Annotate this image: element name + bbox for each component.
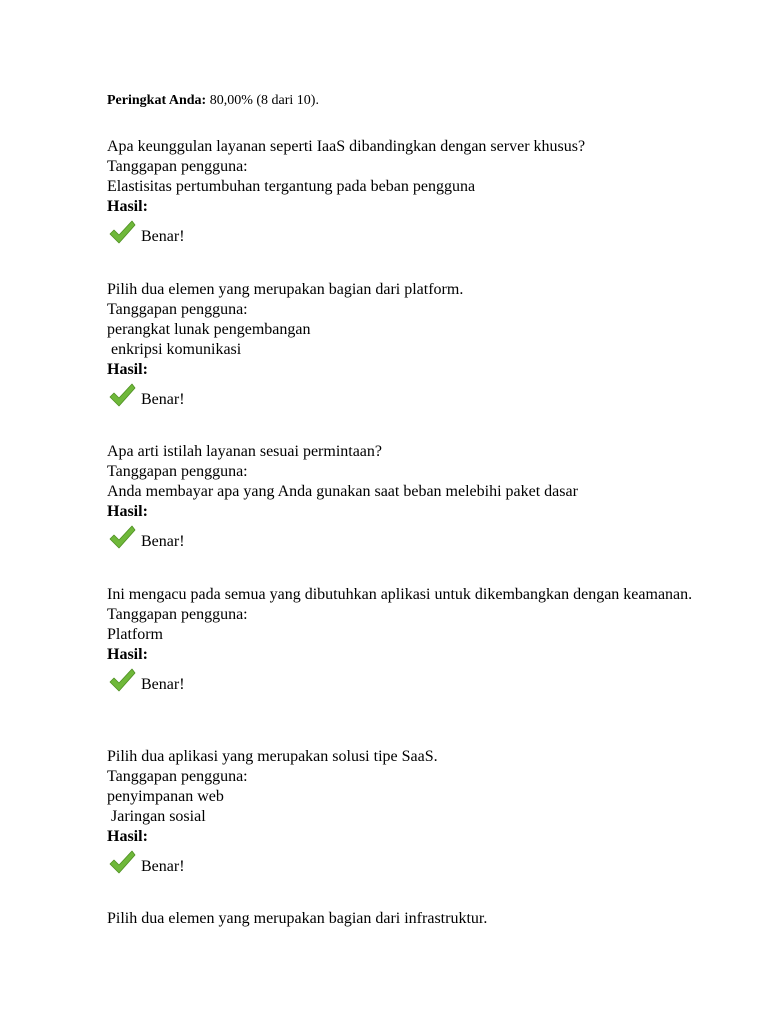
result-text: Benar! xyxy=(141,858,185,875)
result-row xyxy=(107,522,707,552)
response-label: Tanggapan pengguna: xyxy=(107,158,248,175)
response-label: Tanggapan pengguna: xyxy=(107,606,248,623)
result-text: Benar! xyxy=(141,533,185,550)
score-line xyxy=(107,92,707,110)
question-block xyxy=(107,442,707,552)
check-icon xyxy=(107,847,137,877)
question-block xyxy=(107,585,707,695)
answer-text: Jaringan sosial xyxy=(107,808,206,825)
result-row xyxy=(107,665,707,695)
result-text: Benar! xyxy=(141,391,185,408)
question-block xyxy=(107,747,707,877)
response-label: Tanggapan pengguna: xyxy=(107,301,248,318)
question-text: Pilih dua elemen yang merupakan bagian dari infrastruktur. xyxy=(107,910,488,927)
result-row xyxy=(107,847,707,877)
result-label: Hasil: xyxy=(107,646,148,663)
response-label: Tanggapan pengguna: xyxy=(107,463,248,480)
answer-text: perangkat lunak pengembangan xyxy=(107,321,311,338)
score-value: 80,00% (8 dari 10). xyxy=(206,93,319,108)
question-block xyxy=(107,909,707,929)
question-text: Apa arti istilah layanan sesuai permintaan? xyxy=(107,443,383,460)
result-row xyxy=(107,217,707,247)
check-icon xyxy=(107,380,137,410)
quiz-results-page xyxy=(107,92,707,110)
result-label: Hasil: xyxy=(107,361,148,378)
score-label: Peringkat Anda: xyxy=(107,93,207,108)
result-label: Hasil: xyxy=(107,828,148,845)
question-block xyxy=(107,280,707,410)
question-text: Pilih dua elemen yang merupakan bagian dari platform. xyxy=(107,281,464,298)
answer-text: Anda membayar apa yang Anda gunakan saat beban melebihi paket dasar xyxy=(107,483,578,500)
result-text: Benar! xyxy=(141,676,185,693)
result-label: Hasil: xyxy=(107,503,148,520)
question-text: Apa keunggulan layanan seperti IaaS dibandingkan dengan server khusus? xyxy=(107,138,586,155)
answer-text: enkripsi komunikasi xyxy=(107,341,242,358)
check-icon xyxy=(107,522,137,552)
response-label: Tanggapan pengguna: xyxy=(107,768,248,785)
question-text: Pilih dua aplikasi yang merupakan solusi tipe SaaS. xyxy=(107,748,438,765)
question-text: Ini mengacu pada semua yang dibutuhkan aplikasi untuk dikembangkan dengan keamanan. xyxy=(107,586,693,603)
result-label: Hasil: xyxy=(107,198,148,215)
answer-text: penyimpanan web xyxy=(107,788,224,805)
answer-text: Elastisitas pertumbuhan tergantung pada beban pengguna xyxy=(107,178,476,195)
answer-text: Platform xyxy=(107,626,163,643)
result-text: Benar! xyxy=(141,228,185,245)
check-icon xyxy=(107,217,137,247)
result-row xyxy=(107,380,707,410)
check-icon xyxy=(107,665,137,695)
question-block xyxy=(107,137,707,247)
